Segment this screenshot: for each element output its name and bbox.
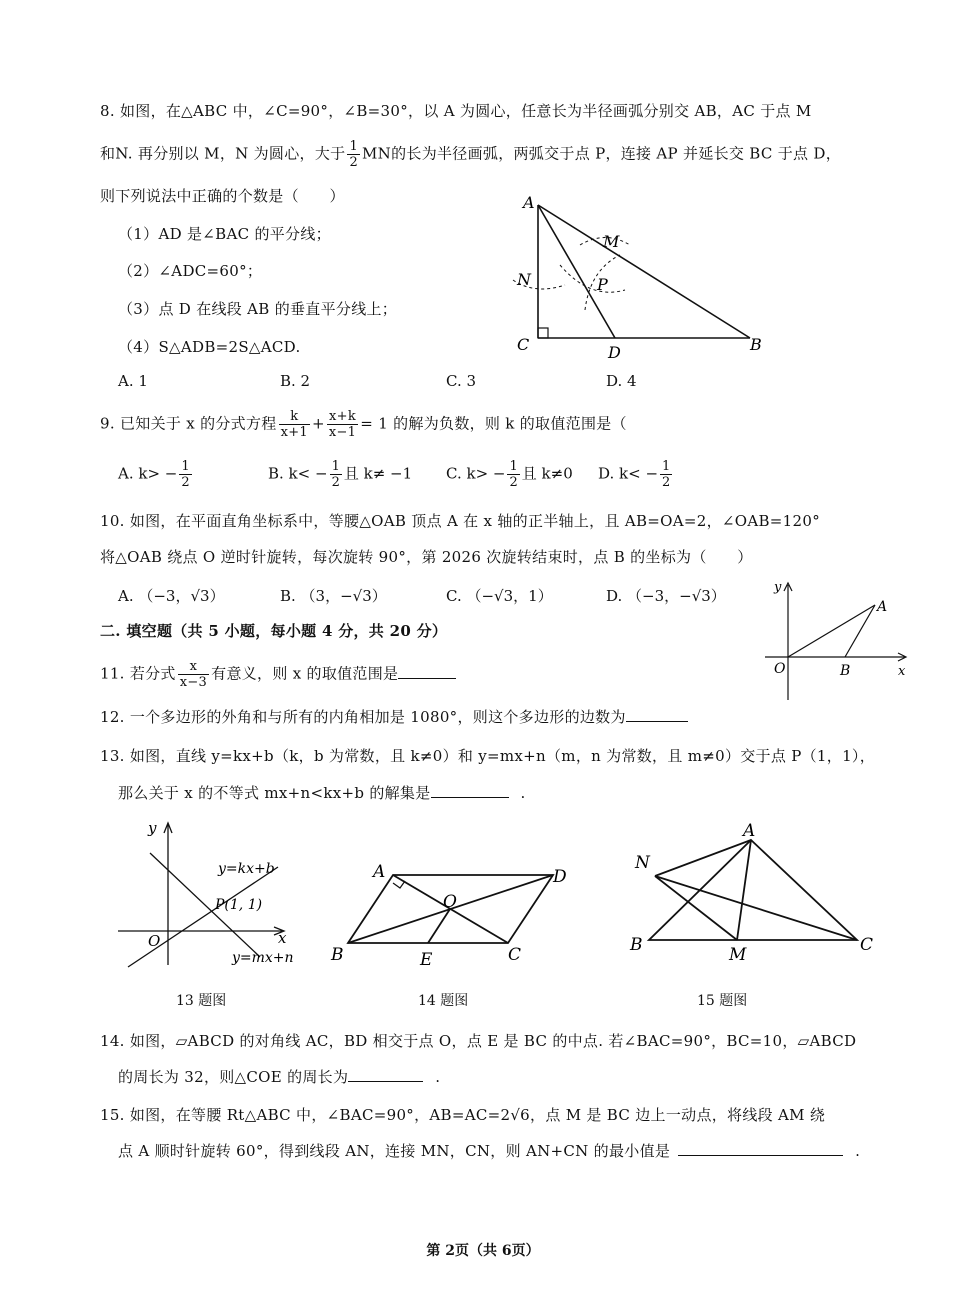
q11-pre: 11. 若分式	[100, 664, 176, 683]
q15-segment-cn	[655, 876, 857, 940]
q10-segment-ab	[845, 605, 875, 657]
q14-label-c: C	[508, 945, 522, 965]
q15-label-n: N	[635, 853, 650, 873]
q10-segment-oa	[788, 605, 875, 657]
q14-answer-blank[interactable]	[348, 1067, 423, 1082]
q9-tail: = 1 的解为负数，则 k 的取值范围是（	[360, 414, 627, 433]
q8-segment-ad	[538, 205, 615, 338]
q8-statement-1: （1）AD 是∠BAC 的平分线；	[118, 225, 331, 243]
q15-answer-blank[interactable]	[678, 1141, 843, 1156]
q10-option-b: B. （3，−√3）	[280, 587, 387, 605]
q14-line2-text: 的周长为 32，则△COE 的周长为	[118, 1068, 349, 1086]
q9-option-c: C. k> − $\frac{1}{2}$ 且 k≠0	[446, 459, 573, 490]
q10-line1: 10. 如图，在平面直角坐标系中，等腰△OAB 顶点 A 在 x 轴的正半轴上，且 AB=OA=2，∠OAB=120°	[100, 512, 820, 530]
q15-triangle-figure	[625, 818, 885, 968]
q9-lead: 9. 已知关于 x 的分式方程	[100, 414, 277, 433]
q9-option-d: D. k< − $\frac{1}{2}$	[598, 459, 671, 490]
q13-label-p: P(1, 1)	[215, 897, 263, 913]
q12-text: 12. 一个多边形的外角和与所有的内角相加是 1080°，则这个多边形的边数为	[100, 708, 626, 726]
q14-label-b: B	[331, 945, 344, 965]
q8-label-p: P	[597, 275, 608, 294]
q8-line1: 8. 如图，在△ABC 中，∠C=90°，∠B=30°，以 A 为圆心，任意长为半径画弧分别交 AB，AC 于点 M	[100, 102, 812, 120]
q11-post: 有意义，则 x 的取值范围是	[211, 664, 399, 683]
q11-fraction: $\frac{x}{x-3}$	[179, 659, 208, 690]
q14-label-e: E	[420, 950, 433, 970]
q8-label-c: C	[517, 335, 530, 354]
q9-line1	[100, 410, 627, 439]
q13-lines-figure	[110, 815, 320, 975]
q10-label-x: x	[898, 664, 906, 679]
q10-line2: 将△OAB 绕点 O 逆时针旋转，每次旋转 90°，第 2026 次旋转结束时，点 B 的坐标为（ ）	[100, 548, 753, 566]
q15-label-c: C	[860, 935, 874, 955]
q8-option-c: C. 3	[446, 372, 477, 390]
q13-line2-text: 那么关于 x 的不等式 mx+n<kx+b 的解集是	[118, 784, 431, 802]
q15-segment-mn	[655, 876, 737, 940]
q8-statement-2: （2）∠ADC=60°；	[118, 262, 263, 280]
q13-label-o: O	[148, 932, 161, 950]
q10-label-y: y	[774, 580, 782, 595]
q12-line	[100, 706, 688, 727]
q13-answer-blank[interactable]	[431, 783, 509, 798]
q15-segment-an	[655, 840, 751, 876]
q14-label-o: O	[443, 892, 457, 912]
q11-answer-blank[interactable]	[398, 664, 456, 679]
q8-side-ab	[538, 205, 750, 338]
q9-plus: +	[311, 414, 325, 433]
q14-parallelogram-figure	[328, 855, 573, 970]
q13-label-y: y	[148, 819, 157, 837]
q8-arc-p1	[560, 265, 625, 292]
q8-label-b: B	[750, 335, 762, 354]
q13-label-kx-b: y=kx+b	[218, 861, 275, 877]
q9-fraction-1: $\frac{k}{x+1}$	[280, 409, 308, 440]
q8-line2a: 和N. 再分别以 M，N 为圆心，大于	[100, 144, 346, 163]
q15-line1: 15. 如图，在等腰 Rt△ABC 中，∠BAC=90°，AB=AC=2√6，点 M 是 BC 边上一动点，将线段 AM 绕	[100, 1106, 826, 1124]
q14-line2: 的周长为 32，则△COE 的周长为 .	[118, 1068, 441, 1086]
q10-label-b: B	[840, 663, 851, 679]
q8-line3: 则下列说法中正确的个数是（ ）	[100, 187, 345, 205]
q14-line1: 14. 如图，▱ABCD 的对角线 AC，BD 相交于点 O，点 E 是 BC 的中点. 若∠BAC=90°，BC=10，▱ABCD	[100, 1032, 857, 1050]
q8-option-a: A. 1	[118, 372, 148, 390]
q8-label-d: D	[608, 343, 621, 362]
q9-option-b: B. k< − $\frac{1}{2}$ 且 k≠ −1	[268, 459, 413, 490]
q13-line2: 那么关于 x 的不等式 mx+n<kx+b 的解集是 .	[118, 784, 526, 802]
q8-fraction: $\frac{1}{2}$	[349, 139, 359, 170]
q10-coordinate-figure	[760, 575, 920, 705]
q15-line2-text: 点 A 顺时针旋转 60°，得到线段 AN，连接 MN，CN，则 AN+CN 的最小值是	[118, 1142, 671, 1160]
q9-fraction-2: $\frac{x+k}{x-1}$	[328, 409, 357, 440]
q12-answer-blank[interactable]	[626, 707, 688, 722]
q14-segment-oe	[428, 909, 450, 943]
q13-label-x: x	[278, 929, 287, 947]
q8-label-m: M	[603, 232, 620, 251]
q8-line2b: MN的长为半径画弧，两弧交于点 P，连接 AP 并延长交 BC 于点 D，	[362, 144, 842, 163]
q14-caption: 14 题图	[418, 993, 469, 1009]
q13-caption: 13 题图	[176, 993, 227, 1009]
q13-label-mx-n: y=mx+n	[232, 950, 294, 966]
q8-option-d: D. 4	[606, 372, 637, 390]
q15-label-b: B	[630, 935, 643, 955]
q8-line2	[100, 140, 841, 169]
q8-statement-4: （4）S△ADB=2S△ACD.	[118, 338, 301, 356]
q15-triangle-abc	[649, 840, 857, 940]
q15-line2: 点 A 顺时针旋转 60°，得到线段 AN，连接 MN，CN，则 AN+CN 的最小值是 .	[118, 1142, 861, 1160]
q10-option-d: D. （−3，−√3）	[606, 587, 726, 605]
q14-label-d: D	[553, 867, 567, 887]
q10-label-a: A	[877, 599, 888, 615]
q15-caption: 15 题图	[697, 993, 748, 1009]
section-2-heading: 二. 填空题（共 5 小题，每小题 4 分，共 20 分）	[100, 622, 448, 640]
q15-label-a: A	[743, 821, 756, 841]
q14-label-a: A	[373, 862, 386, 882]
page-footer: 第 2页（共 6页）	[426, 1243, 540, 1259]
q8-label-n: N	[517, 270, 531, 289]
q13-line1: 13. 如图，直线 y=kx+b（k，b 为常数，且 k≠0）和 y=mx+n（m，n 为常数，且 m≠0）交于点 P（1，1），	[100, 747, 876, 765]
q15-segment-am	[737, 840, 751, 940]
q10-label-o: O	[774, 661, 786, 677]
q15-label-m: M	[729, 945, 747, 965]
q8-statement-3: （3）点 D 在线段 AB 的垂直平分线上；	[118, 300, 398, 318]
q10-option-c: C. （−√3，1）	[446, 587, 553, 605]
q10-option-a: A. （−3，√3）	[118, 587, 225, 605]
q8-triangle-figure	[505, 190, 775, 365]
q8-option-b: B. 2	[280, 372, 311, 390]
q8-label-a: A	[523, 193, 535, 212]
q9-option-a: A. k> − $\frac{1}{2}$	[118, 459, 190, 490]
q11-line	[100, 660, 456, 689]
